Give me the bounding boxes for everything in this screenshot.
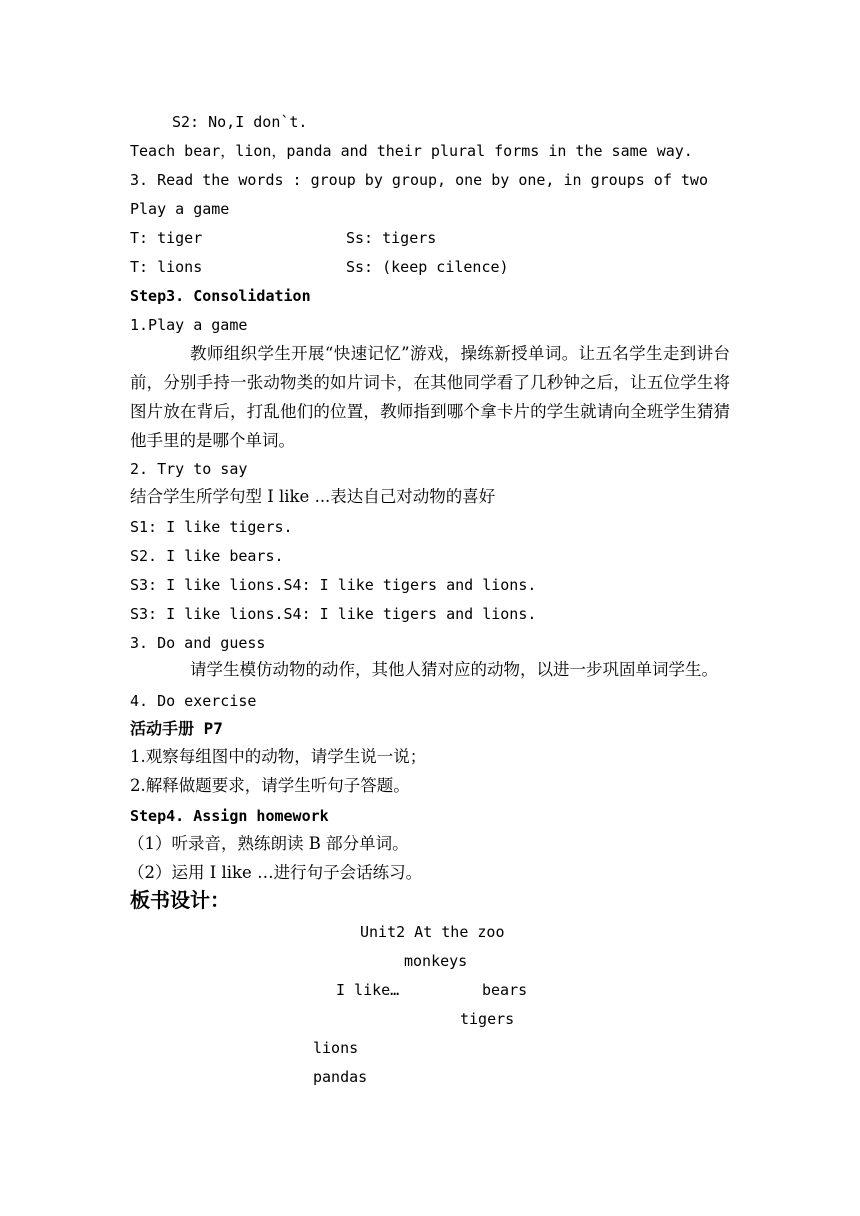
dialogue-s1: S1: I like tigers. <box>130 518 293 536</box>
do-and-guess-item: 3. Do and guess <box>130 634 266 652</box>
step3-heading: Step3. Consolidation <box>130 287 311 305</box>
dialogue-s3-s4: S3: I like lions.S4: I like tigers and lions. <box>130 576 537 594</box>
guess-description: 请学生模仿动物的动作，其他人猜对应的动物，以进一步巩固单词学生。 <box>190 660 718 679</box>
board-word-pandas: pandas <box>313 1068 368 1086</box>
board-word-tigers: tigers <box>460 1010 515 1028</box>
try-description: 结合学生所学句型 I like ...表达自己对动物的喜好 <box>130 487 496 506</box>
activity-book-heading: 活动手册 P7 <box>130 719 223 738</box>
read-words-step: 3. Read the words : group by group, one by one, in groups of two <box>130 171 708 189</box>
board-word-bears: bears <box>482 981 528 999</box>
board-word-monkeys: monkeys <box>404 952 468 970</box>
dialogue-s2-no: S2: No,I don`t. <box>172 113 308 131</box>
teacher-tiger: T: tiger <box>130 229 203 247</box>
teach-instruction: Teach bear，lion，panda and their plural forms in the same way. <box>130 142 693 160</box>
students-tigers: Ss: tigers <box>346 229 437 247</box>
observe-instruction: 1.观察每组图中的动物，请学生说一说； <box>130 747 427 766</box>
students-keep-silence: Ss: (keep cilence) <box>346 258 509 276</box>
dialogue-s3-s4-repeat: S3: I like lions.S4: I like tigers and lions. <box>130 605 537 623</box>
board-i-like: I like… <box>336 981 400 999</box>
step4-heading: Step4. Assign homework <box>130 807 329 825</box>
homework-item-1: （1）听录音，熟练朗读 B 部分单词。 <box>128 834 409 853</box>
board-word-lions: lions <box>313 1039 359 1057</box>
teacher-lions: T: lions <box>130 258 203 276</box>
board-title: Unit2 At the zoo <box>360 923 505 941</box>
homework-item-2: （2）运用 I like …进行句子会话练习。 <box>128 863 423 882</box>
explain-instruction: 2.解释做题要求，请学生听句子答题。 <box>130 776 410 795</box>
board-design-heading: 板书设计： <box>130 888 230 912</box>
dialogue-s2: S2. I like bears. <box>130 547 284 565</box>
game-description: 教师组织学生开展“快速记忆”游戏，操练新授单词。让五名学生走到讲台前，分别手持一张动物类的如片词卡，在其他同学看了几秒钟之后，让五位学生将图片放在背后，打乱他们的位置，教师指到哪个拿卡片的学生就请向全班学生猜猜他手里的是哪个单词。 <box>130 344 730 450</box>
try-to-say-item: 2. Try to say <box>130 460 248 478</box>
do-exercise-item: 4. Do exercise <box>130 692 257 710</box>
play-a-game-item: 1.Play a game <box>130 316 248 334</box>
play-game-label: Play a game <box>130 200 230 218</box>
